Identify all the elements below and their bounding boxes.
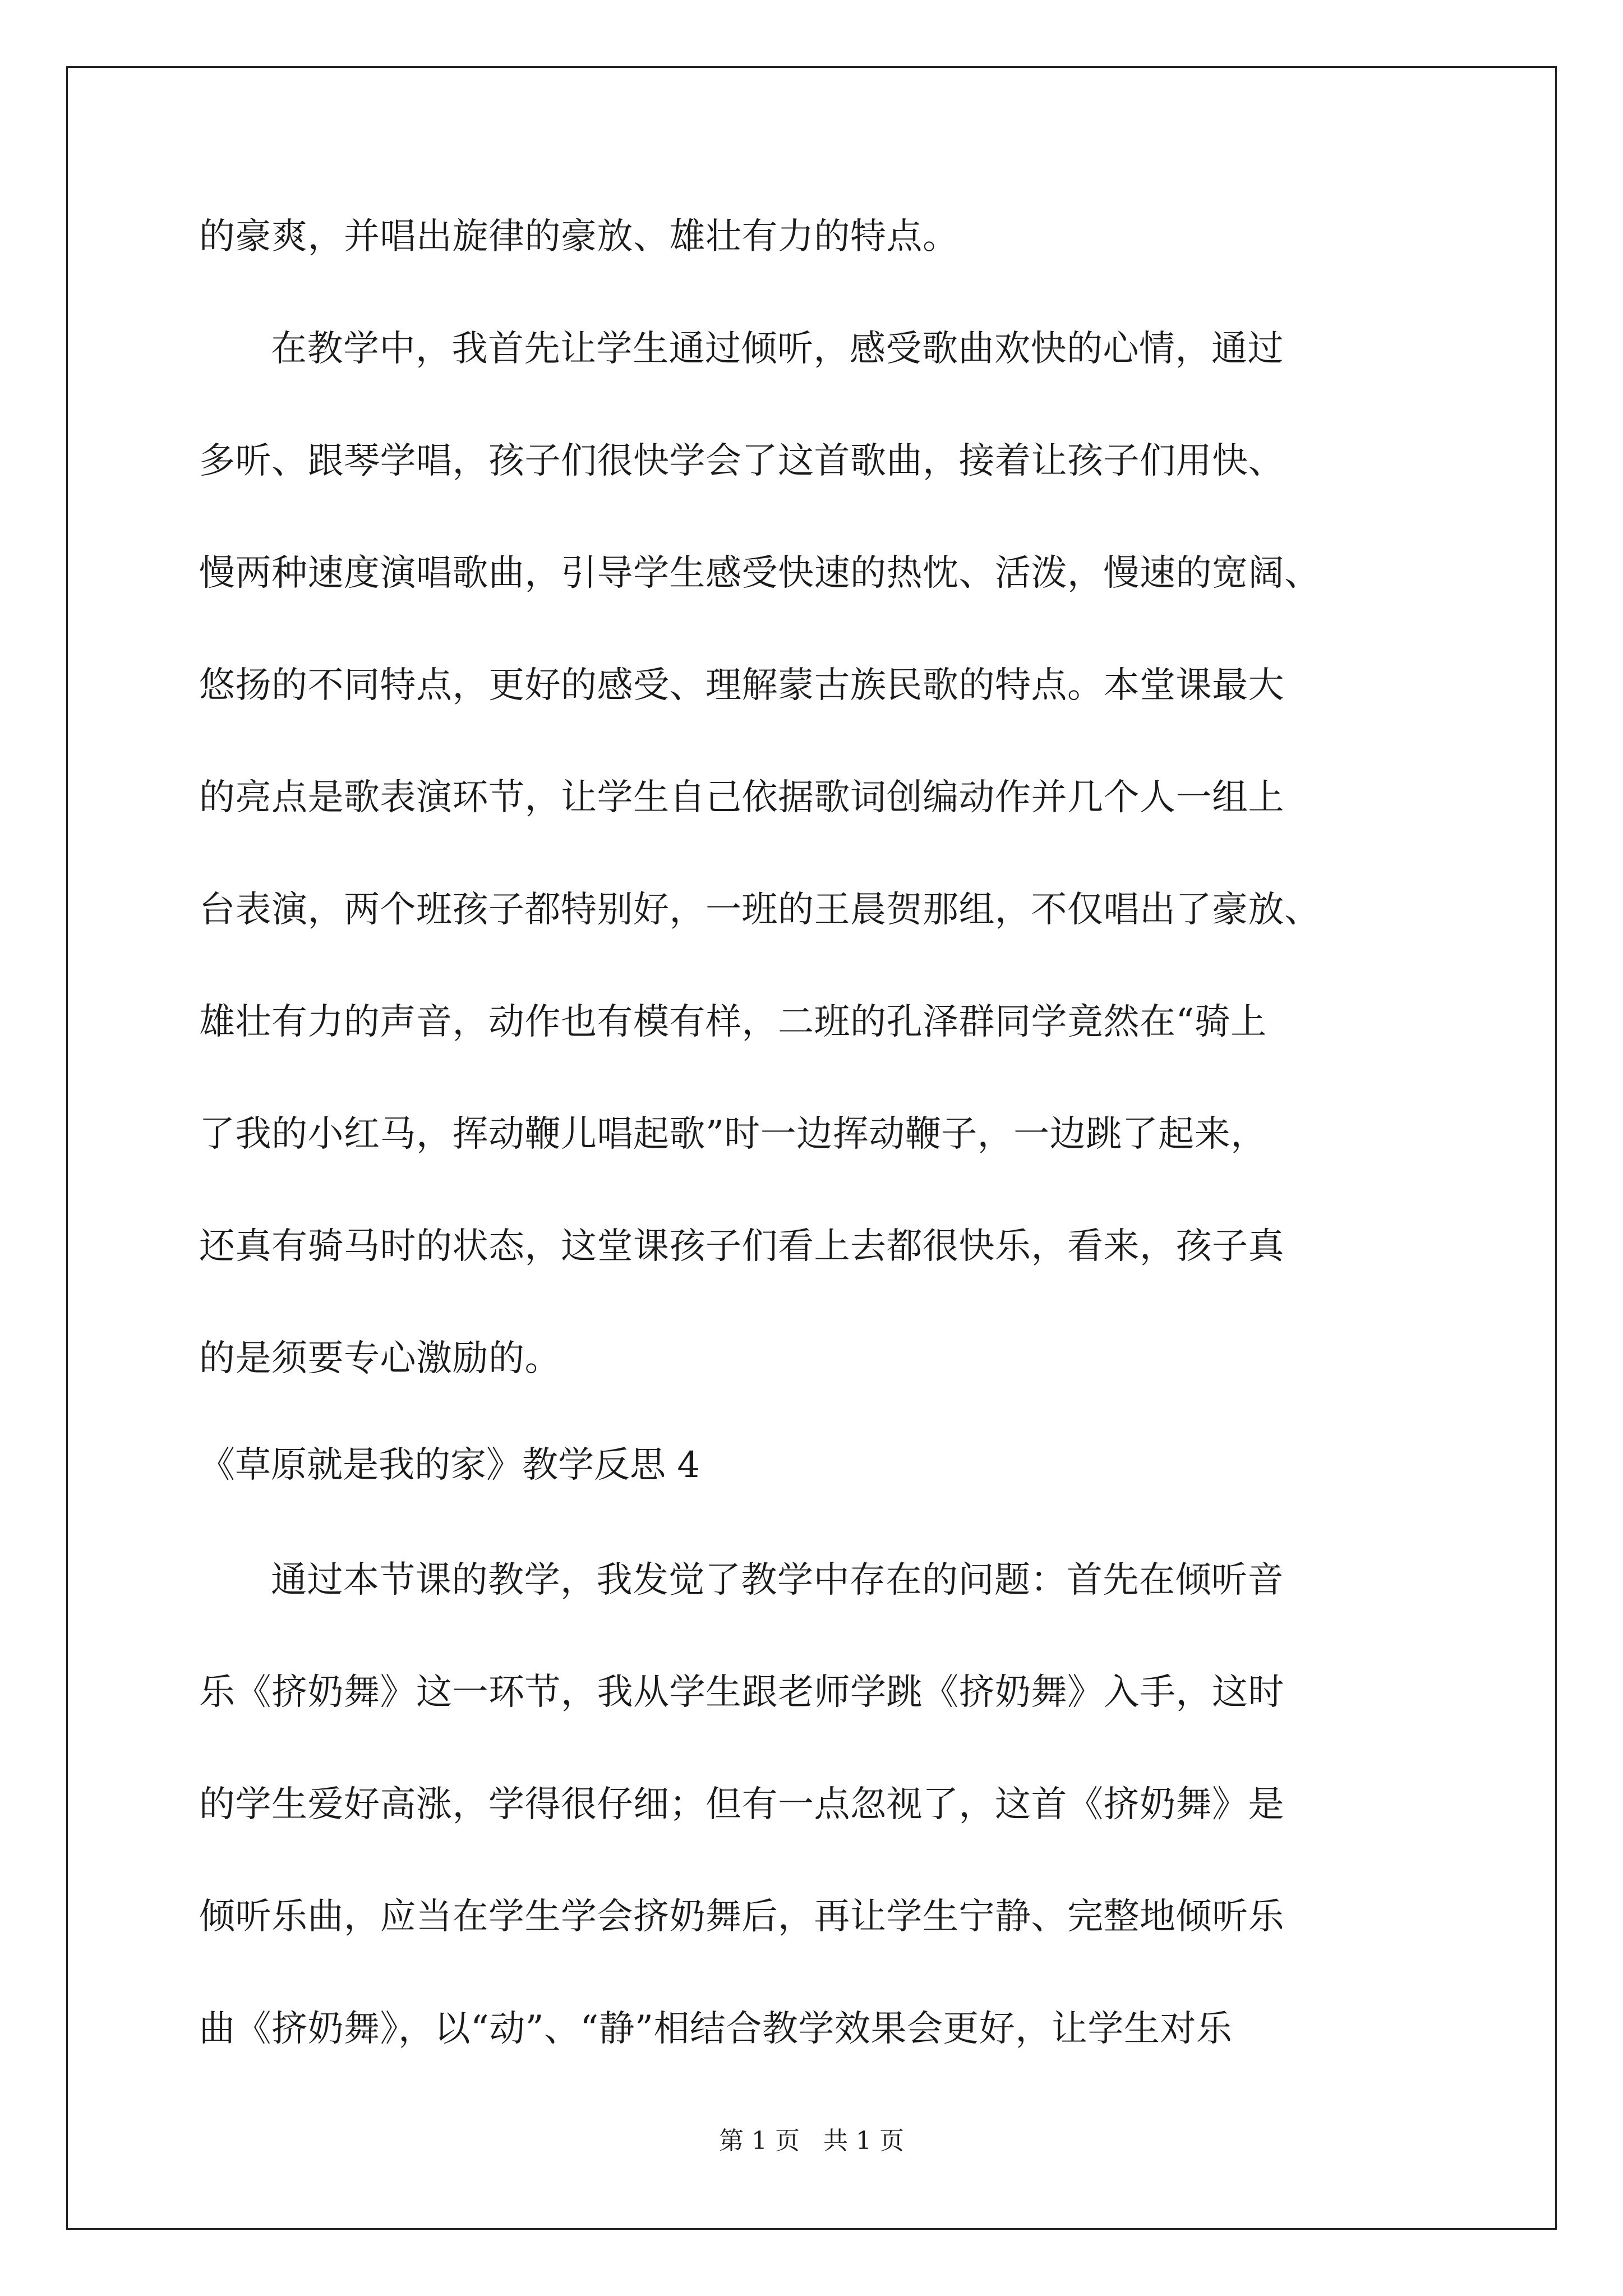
paragraph-line: 的豪爽，并唱出旋律的豪放、雄壮有力的特点。 (199, 216, 959, 257)
paragraph-line: 多听、跟琴学唱，孩子们很快学会了这首歌曲，接着让孩子们用快、 (199, 440, 1284, 482)
paragraph-line: 台表演，两个班孩子都特别好，一班的王晨贺那组，不仅唱出了豪放、 (199, 889, 1321, 931)
section-heading: 《草原就是我的家》教学反思 4 (199, 1444, 700, 1486)
paragraph-line: 曲《挤奶舞》，以“动”、“静”相结合教学效果会更好，让学生对乐 (199, 2008, 1233, 2050)
paragraph-line: 乐《挤奶舞》这一环节，我从学生跟老师学跳《挤奶舞》入手，这时 (199, 1672, 1284, 1713)
paragraph-line: 的学生爱好高涨，学得很仔细；但有一点忽视了，这首《挤奶舞》是 (199, 1784, 1284, 1825)
paragraph-line: 的是须要专心激励的。 (199, 1338, 561, 1379)
paragraph-line: 还真有骑马时的状态，这堂课孩子们看上去都很快乐，看来，孩子真 (199, 1226, 1284, 1267)
paragraph-line: 在教学中，我首先让学生通过倾听，感受歌曲欢快的心情，通过 (271, 328, 1284, 370)
paragraph-line: 通过本节课的教学，我发觉了教学中存在的问题：首先在倾听音 (271, 1559, 1284, 1601)
paragraph-line: 慢两种速度演唱歌曲，引导学生感受快速的热忱、活泼，慢速的宽阔、 (199, 553, 1321, 594)
paragraph-line: 倾听乐曲，应当在学生学会挤奶舞后，再让学生宁静、完整地倾听乐 (199, 1896, 1284, 1938)
paragraph-line: 了我的小红马，挥动鞭儿唱起歌”时一边挥动鞭子，一边跳了起来， (199, 1114, 1267, 1155)
paragraph-line: 悠扬的不同特点，更好的感受、理解蒙古族民歌的特点。本堂课最大 (199, 665, 1284, 706)
paragraph-line: 雄壮有力的声音，动作也有模有样，二班的孔泽群同学竟然在“骑上 (199, 1001, 1267, 1043)
page-number-footer: 第 1 页 共 1 页 (719, 2127, 904, 2155)
paragraph-line: 的亮点是歌表演环节，让学生自己依据歌词创编动作并几个人一组上 (199, 777, 1284, 818)
